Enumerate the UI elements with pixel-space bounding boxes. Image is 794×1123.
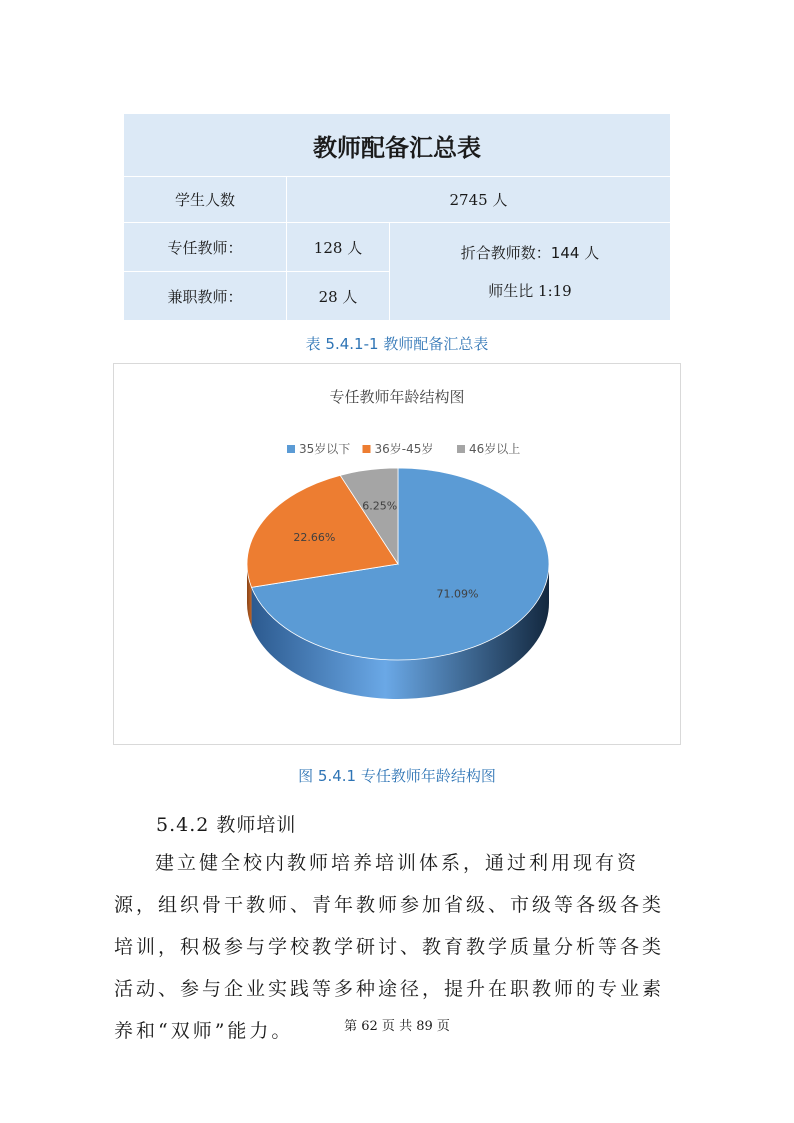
legend-swatch-36-45: [363, 445, 371, 453]
legend-label-under-35: 35岁以下: [299, 442, 351, 456]
legend-swatch-over-46: [457, 445, 465, 453]
teacher-stats-cell: [390, 223, 671, 321]
data-label-36-45: 22.66%: [293, 531, 336, 545]
legend-label-36-45: 36岁-45岁: [374, 442, 434, 456]
legend-swatch-under-35: [287, 445, 295, 453]
students-value: 2745 人: [287, 177, 671, 223]
figure-caption: 图 5.4.1 专任教师年龄结构图: [298, 767, 496, 785]
fulltime-label: 专任教师：: [124, 223, 287, 272]
pie-chart-svg: [114, 364, 680, 744]
equivalent-teachers: 折合教师数：144 人: [460, 243, 600, 262]
age-structure-chart: [113, 363, 681, 745]
chart-title: 专任教师年龄结构图: [329, 388, 465, 406]
pie-slices: [247, 468, 549, 660]
section-heading: 5.4.2 教师培训: [156, 814, 297, 836]
parttime-label: 兼职教师：: [124, 272, 287, 321]
page-footer: 第 62 页 共 89 页: [344, 1019, 450, 1034]
chart-legend: [287, 441, 520, 456]
data-label-over-46: 6.25%: [362, 499, 398, 513]
teacher-summary-table: [123, 113, 671, 321]
students-label: 学生人数: [124, 177, 287, 223]
fulltime-value: 128 人: [287, 223, 390, 272]
teacher-student-ratio: 师生比 1:19: [488, 281, 572, 300]
data-label-under-35: 71.09%: [436, 587, 479, 601]
table-title: 教师配备汇总表: [124, 114, 671, 177]
parttime-value: 28 人: [287, 272, 390, 321]
legend-label-over-46: 46岁以上: [469, 442, 521, 456]
section-paragraph: 建立健全校内教师培养培训体系，通过利用现有资源，组织骨干教师、青年教师参加省级、市级等各级各类培训，积极参与学校教学研讨、教育教学质量分析等各类活动、参与企业实践等多种途径，提升在职教师的专业素养和“双师”能力。: [114, 852, 665, 1042]
table-caption: 表 5.4.1-1 教师配备汇总表: [305, 335, 489, 353]
